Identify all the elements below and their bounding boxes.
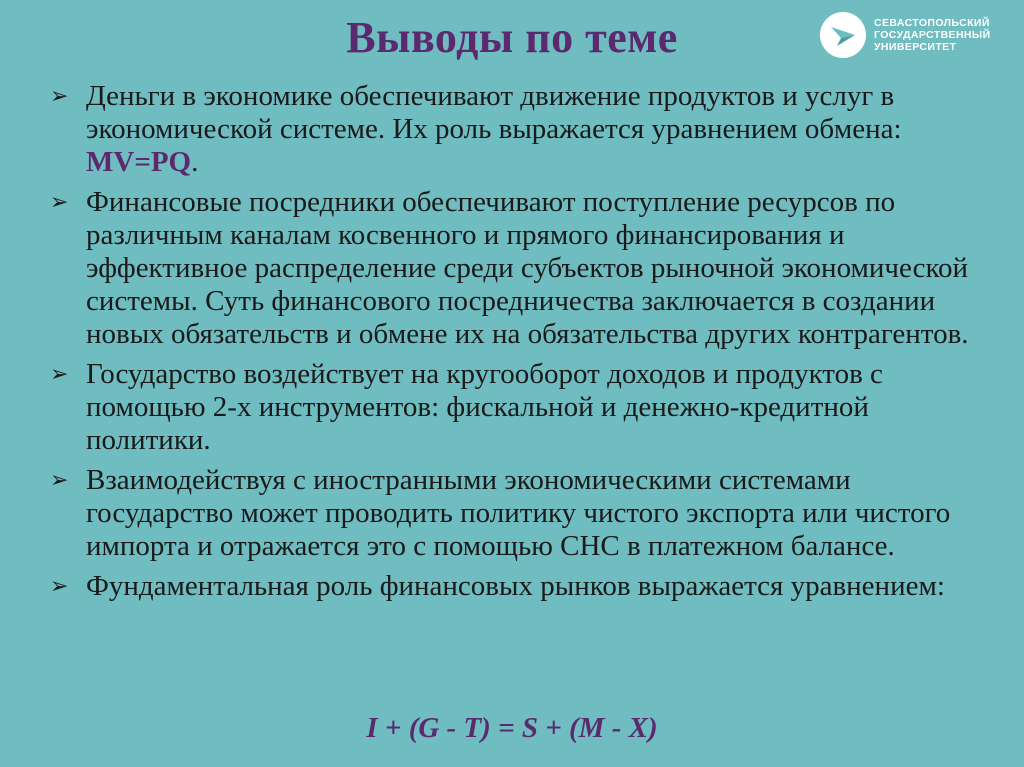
- conclusions-list: [50, 80, 1000, 610]
- exchange-equation: MV=PQ: [86, 146, 192, 178]
- bullet-text: Фундаментальная роль финансовых рынков выражается уравнением:: [86, 570, 945, 602]
- university-logo-text: [874, 17, 991, 53]
- market-equation: I + (G - T) = S + (M - X): [366, 712, 658, 744]
- arrow-bullet-icon: ➢: [50, 362, 69, 387]
- university-logo-icon: [820, 12, 866, 58]
- list-item: [50, 186, 1000, 351]
- list-item: [50, 80, 1000, 179]
- logo-line-1: СЕВАСТОПОЛЬСКИЙ: [874, 17, 990, 29]
- bullet-text: Деньги в экономике обеспечивают движение продуктов и услуг в экономической системе. Их роль выражается уравнением обмена:: [86, 80, 902, 145]
- logo-line-3: УНИВЕРСИТЕТ: [874, 41, 957, 53]
- logo-line-2: ГОСУДАРСТВЕННЫЙ: [874, 29, 991, 41]
- bullet-text: Взаимодействуя с иностранными экономическими системами государство может проводить политику чистого экспорта или чистого импорта и отражается это с помощью СНС в платежном балансе.: [86, 464, 951, 562]
- university-logo: [820, 12, 991, 58]
- bullet-text: Государство воздействует на кругооборот доходов и продуктов с помощью 2-х инструментов: фискальной и денежно-кредитной политики.: [86, 358, 883, 456]
- slide-title: Выводы по теме: [346, 13, 678, 62]
- list-item: [50, 358, 1000, 457]
- list-item: [50, 570, 1000, 603]
- bullet-text: Финансовые посредники обеспечивают поступление ресурсов по различным каналам косвенного и прямого финансирования и эффективное распределение среди субъектов рыночной экономической системы. Суть финансового посредничества заключается в создании новых обязательств и обмене их на обязательства других контрагентов.: [86, 186, 969, 350]
- bullet-tail: .: [191, 146, 199, 178]
- arrow-bullet-icon: ➢: [50, 190, 69, 215]
- arrow-bullet-icon: ➢: [50, 84, 69, 109]
- arrow-bullet-icon: ➢: [50, 574, 69, 599]
- arrow-bullet-icon: ➢: [50, 468, 69, 493]
- list-item: [50, 464, 1000, 563]
